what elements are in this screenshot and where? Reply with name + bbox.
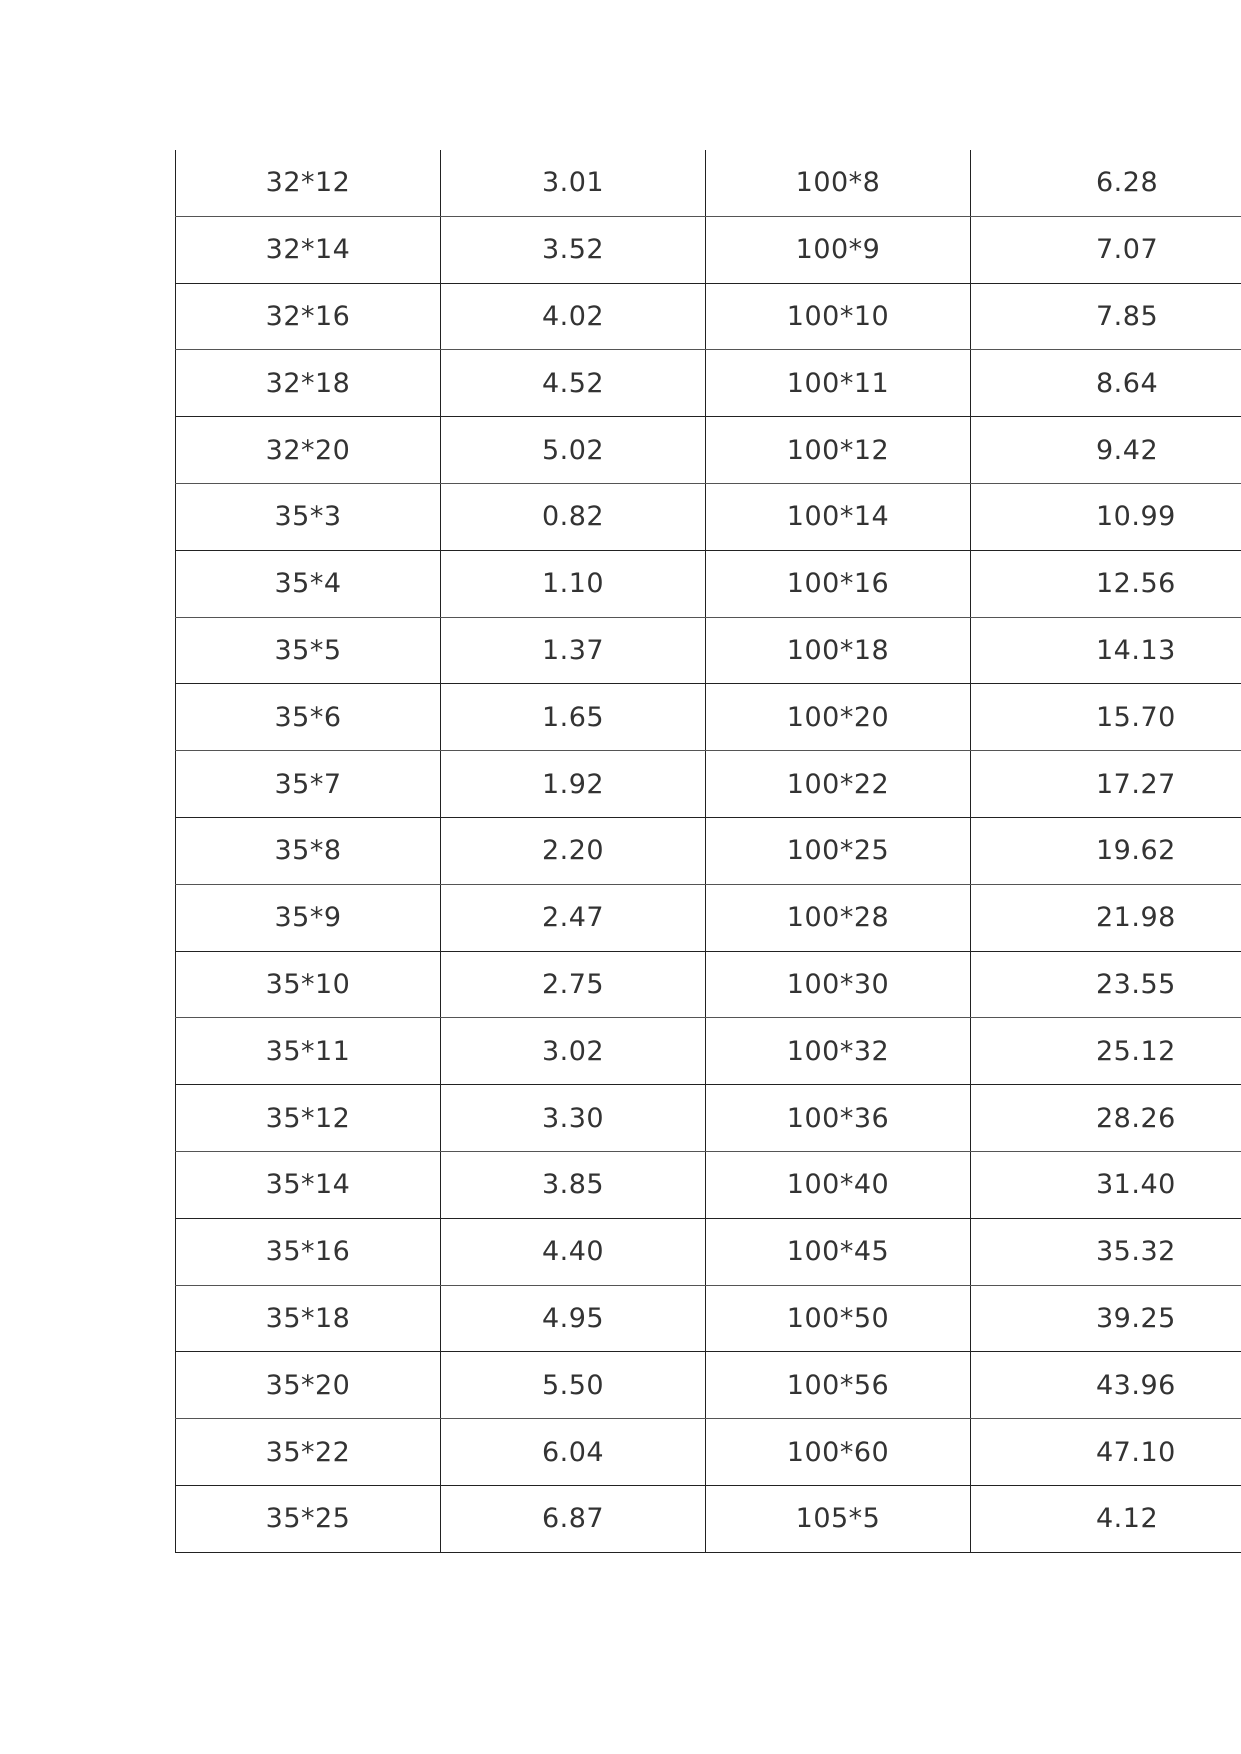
table-cell: 100*11 (706, 350, 971, 417)
table-cell: 19.62 (971, 817, 1241, 884)
table-cell: 32*12 (176, 150, 441, 216)
table-row (176, 483, 1241, 550)
table-cell: 100*28 (706, 884, 971, 951)
table-row (176, 150, 1241, 216)
table-cell: 6.04 (441, 1419, 706, 1486)
table-cell: 35*5 (176, 617, 441, 684)
table-row (176, 751, 1241, 818)
table-cell: 43.96 (971, 1352, 1241, 1419)
table-cell: 4.02 (441, 283, 706, 350)
table-cell: 100*56 (706, 1352, 971, 1419)
table-cell: 105*5 (706, 1485, 971, 1552)
table-cell: 35*25 (176, 1485, 441, 1552)
table-cell: 2.47 (441, 884, 706, 951)
table-cell: 2.75 (441, 951, 706, 1018)
table-cell: 35*6 (176, 684, 441, 751)
table-cell: 100*30 (706, 951, 971, 1018)
table-cell: 9.42 (971, 417, 1241, 484)
table-cell: 100*36 (706, 1085, 971, 1152)
table-cell: 100*60 (706, 1419, 971, 1486)
table-row (176, 283, 1241, 350)
table-cell: 35*16 (176, 1218, 441, 1285)
table-row (176, 417, 1241, 484)
table-cell: 32*18 (176, 350, 441, 417)
table-cell: 32*20 (176, 417, 441, 484)
table-cell: 100*32 (706, 1018, 971, 1085)
table-cell: 0.82 (441, 483, 706, 550)
table-cell: 4.12 (971, 1485, 1241, 1552)
table-cell: 7.85 (971, 283, 1241, 350)
table-cell: 3.52 (441, 216, 706, 283)
table-cell: 100*22 (706, 751, 971, 818)
table-row (176, 1218, 1241, 1285)
table-row (176, 1352, 1241, 1419)
table-cell: 35*11 (176, 1018, 441, 1085)
table-cell: 100*50 (706, 1285, 971, 1352)
table-cell: 3.30 (441, 1085, 706, 1152)
table-cell: 1.10 (441, 550, 706, 617)
table-cell: 5.02 (441, 417, 706, 484)
table-cell: 31.40 (971, 1151, 1241, 1218)
table-cell: 35*7 (176, 751, 441, 818)
table-cell: 1.92 (441, 751, 706, 818)
table-cell: 3.02 (441, 1018, 706, 1085)
table-cell: 7.07 (971, 216, 1241, 283)
table-row (176, 1419, 1241, 1486)
weight-table (175, 150, 1241, 1553)
table-cell: 6.87 (441, 1485, 706, 1552)
table-row (176, 350, 1241, 417)
table-cell: 35*12 (176, 1085, 441, 1152)
table-cell: 4.52 (441, 350, 706, 417)
table-cell: 35*3 (176, 483, 441, 550)
table-cell: 8.64 (971, 350, 1241, 417)
table-row (176, 216, 1241, 283)
table-cell: 100*18 (706, 617, 971, 684)
table-cell: 17.27 (971, 751, 1241, 818)
table-cell: 35*20 (176, 1352, 441, 1419)
table-cell: 3.01 (441, 150, 706, 216)
table-row (176, 550, 1241, 617)
table-cell: 4.40 (441, 1218, 706, 1285)
table-row (176, 1085, 1241, 1152)
table-cell: 21.98 (971, 884, 1241, 951)
table-row (176, 1485, 1241, 1552)
table-row (176, 817, 1241, 884)
table-cell: 35*22 (176, 1419, 441, 1486)
table-cell: 23.55 (971, 951, 1241, 1018)
table-cell: 35*10 (176, 951, 441, 1018)
table-cell: 35*4 (176, 550, 441, 617)
table-cell: 100*20 (706, 684, 971, 751)
table-cell: 35*14 (176, 1151, 441, 1218)
table-cell: 28.26 (971, 1085, 1241, 1152)
table-cell: 2.20 (441, 817, 706, 884)
table-cell: 25.12 (971, 1018, 1241, 1085)
table-cell: 12.56 (971, 550, 1241, 617)
table-cell: 14.13 (971, 617, 1241, 684)
table-cell: 100*12 (706, 417, 971, 484)
table-cell: 35*8 (176, 817, 441, 884)
table-cell: 6.28 (971, 150, 1241, 216)
table-cell: 100*40 (706, 1151, 971, 1218)
table-cell: 100*10 (706, 283, 971, 350)
table-cell: 100*14 (706, 483, 971, 550)
table-cell: 100*16 (706, 550, 971, 617)
table-cell: 35.32 (971, 1218, 1241, 1285)
table-cell: 15.70 (971, 684, 1241, 751)
table-row (176, 884, 1241, 951)
table-cell: 32*14 (176, 216, 441, 283)
table-row (176, 1151, 1241, 1218)
table-body (176, 150, 1241, 1552)
table-cell: 35*9 (176, 884, 441, 951)
table-cell: 100*9 (706, 216, 971, 283)
table-cell: 100*25 (706, 817, 971, 884)
table-row (176, 617, 1241, 684)
table-cell: 1.65 (441, 684, 706, 751)
table-cell: 1.37 (441, 617, 706, 684)
table-row (176, 684, 1241, 751)
table-cell: 3.85 (441, 1151, 706, 1218)
table-cell: 47.10 (971, 1419, 1241, 1486)
table-cell: 4.95 (441, 1285, 706, 1352)
table-cell: 10.99 (971, 483, 1241, 550)
table-row (176, 951, 1241, 1018)
table-cell: 39.25 (971, 1285, 1241, 1352)
table-cell: 100*45 (706, 1218, 971, 1285)
table-cell: 5.50 (441, 1352, 706, 1419)
document-page (175, 150, 1241, 1553)
table-row (176, 1285, 1241, 1352)
table-cell: 100*8 (706, 150, 971, 216)
table-cell: 35*18 (176, 1285, 441, 1352)
table-cell: 32*16 (176, 283, 441, 350)
table-row (176, 1018, 1241, 1085)
